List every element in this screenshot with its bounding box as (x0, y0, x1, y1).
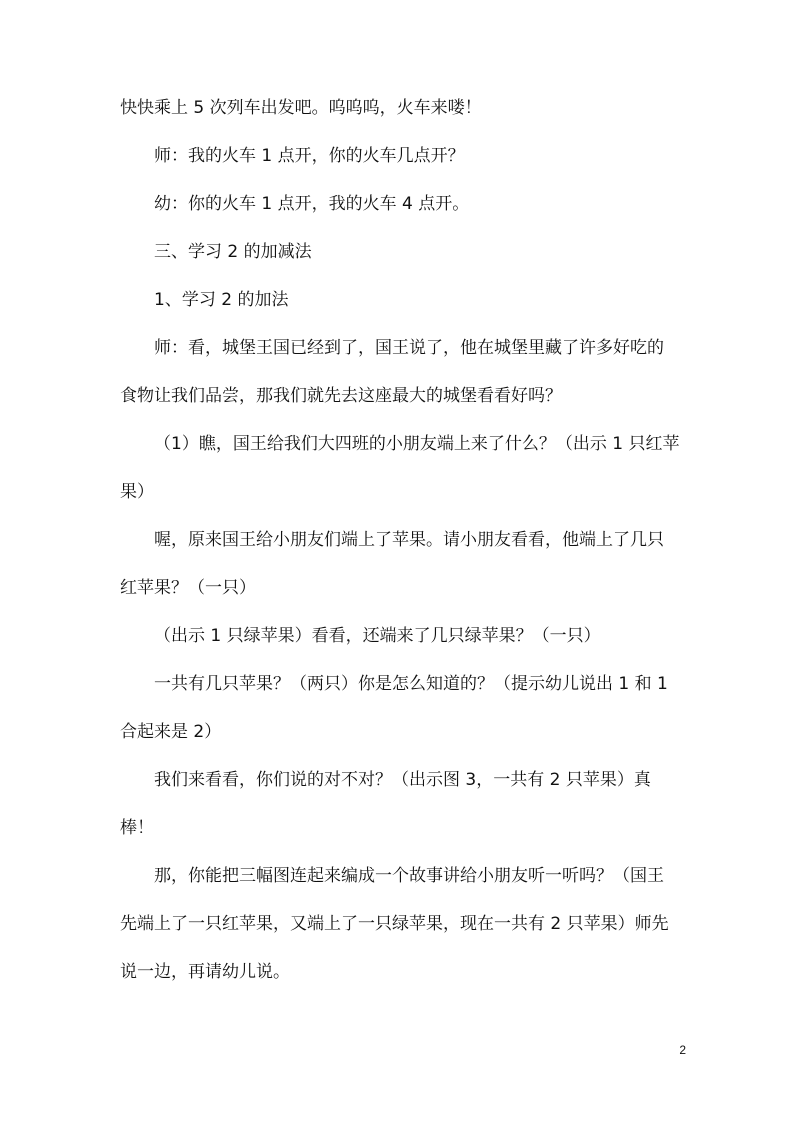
paragraph-7: （1）瞧，国王给我们大四班的小朋友端上来了什么？（出示 1 只红苹果） (120, 434, 680, 502)
section-heading: 三、学习 2 的加减法 (154, 242, 312, 262)
paragraph-12: 那，你能把三幅图连起来编成一个故事讲给小朋友听一听吗？（国王先端上了一只红苹果，又端上了一只绿苹果，现在一共有 2 只苹果）师先说一边，再请幼儿说。 (120, 866, 669, 982)
paragraph-3: 幼：你的火车 1 点开，我的火车 4 点开。 (154, 194, 470, 214)
paragraph-10: 一共有几只苹果？（两只）你是怎么知道的？（提示幼儿说出 1 和 1 合起来是 2） (120, 674, 668, 742)
paragraph-8: 喔，原来国王给小朋友们端上了苹果。请小朋友看看，他端上了几只红苹果？（一只） (120, 530, 664, 598)
page-number: 2 (679, 1043, 686, 1057)
paragraph-1: 快快乘上 5 次列车出发吧。呜呜呜，火车来喽！ (120, 98, 482, 118)
paragraph-6: 师：看，城堡王国已经到了，国王说了，他在城堡里藏了许多好吃的食物让我们品尝，那我们就先去这座最大的城堡看看好吗？ (120, 338, 664, 406)
subsection-heading: 1、学习 2 的加法 (154, 290, 289, 310)
paragraph-2: 师：我的火车 1 点开，你的火车几点开？ (154, 146, 465, 166)
paragraph-11: 我们来看看，你们说的对不对？（出示图 3，一共有 2 只苹果）真棒！ (120, 770, 651, 838)
paragraph-9: （出示 1 只绿苹果）看看，还端来了几只绿苹果？（一只） (154, 626, 601, 646)
